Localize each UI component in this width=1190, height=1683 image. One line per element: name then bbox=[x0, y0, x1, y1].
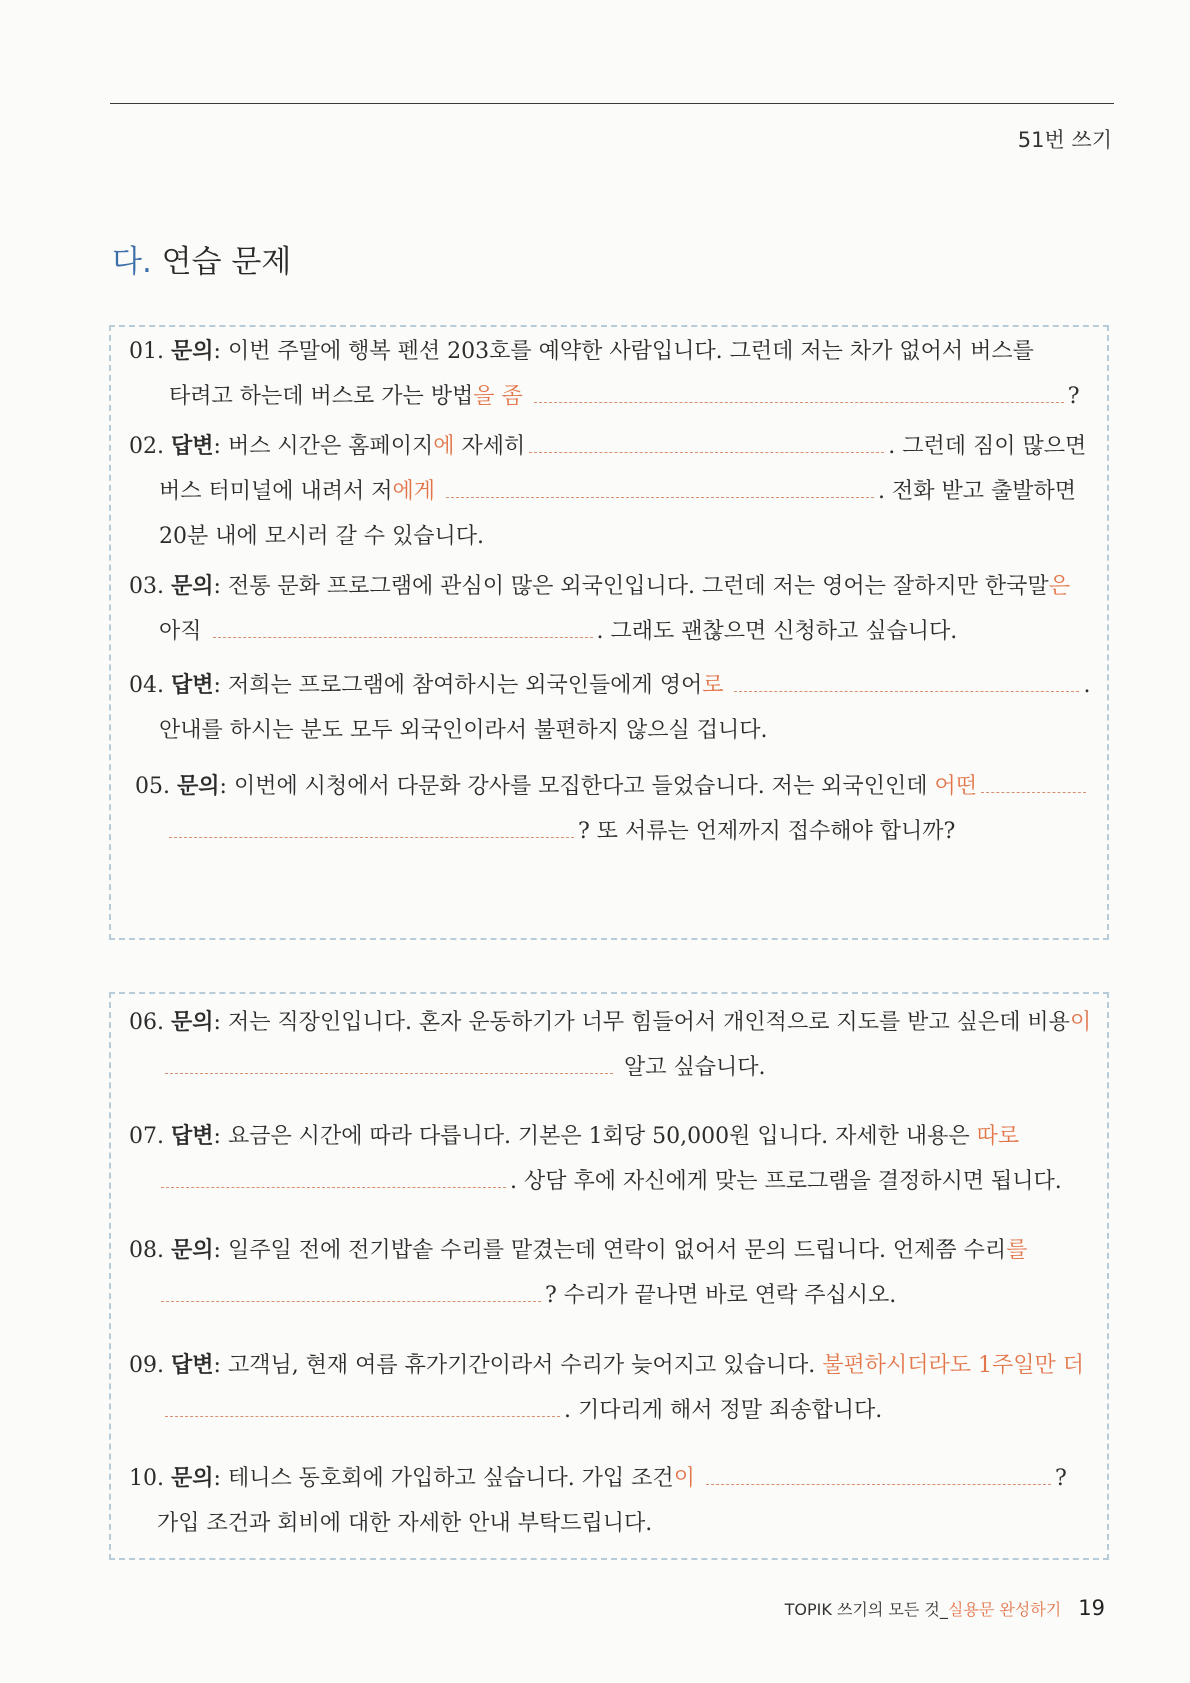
question-text: 안내를 하시는 분도 모두 외국인이라서 불편하지 않으실 겁니다. bbox=[159, 718, 768, 743]
highlight-text: 따로 bbox=[976, 1124, 1020, 1149]
heading-marker: 다. bbox=[112, 244, 152, 280]
highlight-text: 로 bbox=[702, 673, 724, 698]
question-text: . bbox=[1083, 673, 1091, 698]
answer-blank[interactable] bbox=[169, 836, 574, 838]
question-number: 05. bbox=[135, 774, 170, 799]
question-text: . 상담 후에 자신에게 맞는 프로그램을 결정하시면 됩니다. bbox=[510, 1169, 1062, 1194]
question-text: 버스 터미널에 내려서 저 bbox=[159, 479, 393, 504]
question-09 bbox=[111, 1343, 1107, 1433]
highlight-text: 를 bbox=[1006, 1238, 1028, 1263]
answer-blank[interactable] bbox=[165, 1415, 560, 1417]
highlight-text: 에 bbox=[433, 434, 455, 459]
question-04 bbox=[111, 663, 1107, 753]
question-number: 09. bbox=[129, 1353, 164, 1378]
colon: : bbox=[213, 1124, 221, 1149]
question-keyword: 답변 bbox=[171, 1352, 214, 1378]
question-number: 02. bbox=[129, 434, 164, 459]
question-text: . 그래도 괜찮으면 신청하고 싶습니다. bbox=[596, 619, 958, 644]
question-text: 이번 주말에 행복 펜션 203호를 예약한 사람입니다. 그런데 저는 차가 없어서 버스를 bbox=[227, 339, 1034, 364]
section-label: 51번 쓰기 bbox=[1017, 128, 1112, 152]
question-keyword: 문의 bbox=[177, 773, 220, 799]
question-text: 20분 내에 모시러 갈 수 있습니다. bbox=[159, 524, 484, 549]
highlight-text: 은 bbox=[1048, 574, 1070, 599]
answer-blank[interactable] bbox=[165, 1072, 613, 1074]
highlight-text: 불편하시더라도 1주일만 더 bbox=[822, 1353, 1084, 1378]
colon: : bbox=[213, 574, 221, 599]
question-text: 자세히 bbox=[461, 434, 526, 459]
colon: : bbox=[213, 434, 221, 459]
question-keyword: 문의 bbox=[171, 573, 214, 599]
question-text: 테니스 동호회에 가입하고 싶습니다. 가입 조건 bbox=[227, 1466, 674, 1491]
question-07 bbox=[111, 1114, 1107, 1204]
highlight-text: 을 좀 bbox=[473, 384, 523, 409]
question-10 bbox=[111, 1456, 1107, 1546]
question-text: 이번에 시청에서 다문화 강사를 모집한다고 들었습니다. 저는 외국인인데 bbox=[233, 774, 928, 799]
answer-blank[interactable] bbox=[706, 1483, 1051, 1485]
highlight-text: 이 bbox=[1069, 1010, 1092, 1035]
answer-blank[interactable] bbox=[161, 1186, 506, 1188]
answer-blank[interactable] bbox=[446, 496, 874, 498]
highlight-text: 이 bbox=[673, 1466, 695, 1491]
question-number: 10. bbox=[129, 1466, 164, 1491]
colon: : bbox=[213, 673, 221, 698]
question-keyword: 문의 bbox=[171, 1237, 214, 1263]
answer-blank[interactable] bbox=[529, 451, 884, 453]
question-text: 전통 문화 프로그램에 관심이 많은 외국인입니다. 그런데 저는 영어는 잘하지만 한국말 bbox=[227, 574, 1049, 599]
top-rule bbox=[110, 103, 1114, 104]
question-02 bbox=[111, 424, 1107, 559]
question-text: 알고 싶습니다. bbox=[624, 1055, 766, 1080]
question-text: 가입 조건과 회비에 대한 자세한 안내 부탁드립니다. bbox=[157, 1511, 653, 1536]
highlight-text: 에게 bbox=[392, 479, 436, 504]
question-number: 04. bbox=[129, 673, 164, 698]
exercise-box-1 bbox=[109, 325, 1109, 940]
colon: : bbox=[213, 1466, 221, 1491]
question-05 bbox=[111, 764, 1107, 854]
question-number: 07. bbox=[129, 1124, 164, 1149]
answer-blank[interactable] bbox=[981, 791, 1086, 793]
colon: : bbox=[213, 1238, 221, 1263]
question-08 bbox=[111, 1228, 1107, 1318]
colon: : bbox=[213, 1010, 221, 1035]
page-heading bbox=[112, 236, 291, 281]
question-text: 저희는 프로그램에 참여하시는 외국인들에게 영어 bbox=[227, 673, 703, 698]
answer-blank[interactable] bbox=[213, 636, 593, 638]
question-keyword: 답변 bbox=[171, 1123, 214, 1149]
colon: : bbox=[213, 339, 221, 364]
book-subtitle: 실용문 완성하기 bbox=[947, 1600, 1062, 1619]
question-keyword: 답변 bbox=[171, 672, 214, 698]
question-01 bbox=[111, 329, 1107, 419]
question-text: ? bbox=[1054, 1466, 1067, 1491]
question-text: 아직 bbox=[159, 619, 202, 644]
colon: : bbox=[213, 1353, 221, 1378]
question-keyword: 문의 bbox=[171, 1465, 214, 1491]
exercise-box-2 bbox=[109, 992, 1109, 1560]
question-number: 08. bbox=[129, 1238, 164, 1263]
question-keyword: 문의 bbox=[171, 338, 214, 364]
answer-blank[interactable] bbox=[161, 1300, 541, 1302]
question-text: 타려고 하는데 버스로 가는 방법 bbox=[169, 384, 474, 409]
question-text: 저는 직장인입니다. 혼자 운동하기가 너무 힘들어서 개인적으로 지도를 받고 싶은데 비용 bbox=[227, 1010, 1070, 1035]
colon: : bbox=[219, 774, 227, 799]
page-number: 19 bbox=[1078, 1596, 1105, 1620]
page-footer bbox=[785, 1596, 1105, 1620]
answer-blank[interactable] bbox=[734, 690, 1079, 692]
question-text: ? bbox=[1067, 384, 1080, 409]
question-text: 요금은 시간에 따라 다릅니다. 기본은 1회당 50,000원 입니다. 자세한 내용은 bbox=[227, 1124, 970, 1149]
question-03 bbox=[111, 564, 1107, 654]
question-keyword: 문의 bbox=[171, 1009, 214, 1035]
question-text: 버스 시간은 홈페이지 bbox=[227, 434, 434, 459]
question-text: 일주일 전에 전기밥솥 수리를 맡겼는데 연락이 없어서 문의 드립니다. 언제쯤 수리 bbox=[227, 1238, 1007, 1263]
answer-blank[interactable] bbox=[534, 401, 1064, 403]
question-text: . 그런데 짐이 많으면 bbox=[888, 434, 1087, 459]
question-text: ? 또 서류는 언제까지 접수해야 합니까? bbox=[578, 819, 956, 844]
question-text: . 전화 받고 출발하면 bbox=[878, 479, 1077, 504]
book-title: TOPIK 쓰기의 모든 것_ bbox=[784, 1600, 948, 1619]
question-06 bbox=[111, 1000, 1107, 1090]
question-number: 06. bbox=[129, 1010, 164, 1035]
question-number: 01. bbox=[129, 339, 164, 364]
question-text: 고객님, 현재 여름 휴가기간이라서 수리가 늦어지고 있습니다. bbox=[227, 1353, 816, 1378]
question-keyword: 답변 bbox=[171, 433, 214, 459]
question-text: ? 수리가 끝나면 바로 연락 주십시오. bbox=[545, 1283, 897, 1308]
highlight-text: 어떤 bbox=[934, 774, 977, 799]
question-number: 03. bbox=[129, 574, 164, 599]
heading-title: 연습 문제 bbox=[161, 244, 292, 280]
question-text: . 기다리게 해서 정말 죄송합니다. bbox=[564, 1398, 883, 1423]
